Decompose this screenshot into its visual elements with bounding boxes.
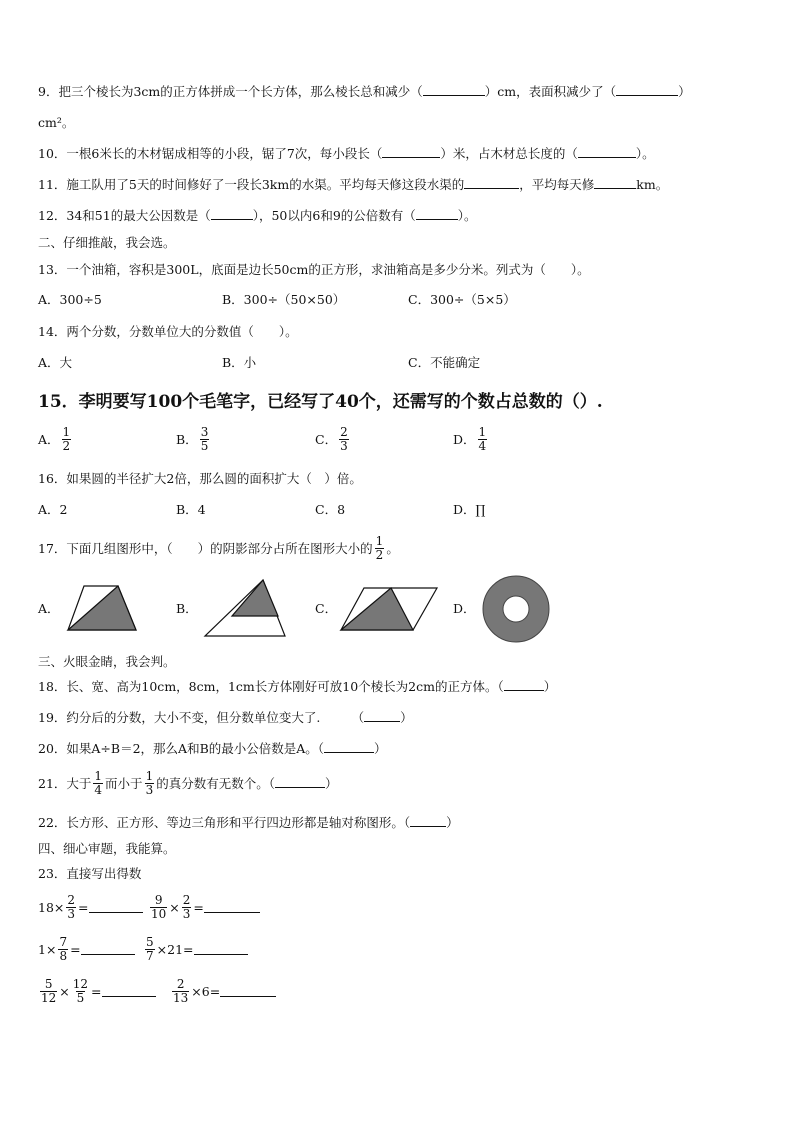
fraction: $\frac{1}{4}$ [478, 425, 487, 453]
question-9: 9．把三个棱长为3cm的正方体拼成一个长方体，那么棱长总和减少（ ）cm，表面积减少了（ ） [38, 84, 691, 99]
question-16: 16．如果圆的半径扩大2倍，那么圆的面积扩大（ ）倍。 [38, 471, 362, 486]
option-b[interactable]: B．4 [176, 502, 206, 517]
answer-blank[interactable] [416, 219, 458, 220]
question-14: 14．两个分数，分数单位大的分数值（ ）。 [38, 324, 298, 339]
option-a[interactable]: A．2 [38, 502, 68, 517]
answer-blank[interactable] [324, 752, 374, 753]
question-18: 18．长、宽、高为10cm，8cm，1cm长方体刚好可放10个棱长为2cm的正方体。（ ） [38, 679, 557, 694]
option-c[interactable]: C． [315, 601, 338, 616]
fraction: $\frac{3}{5}$ [200, 425, 209, 453]
question-17: 17．下面几组图形中，（ ）的阴影部分占所在图形大小的 $\frac{1}{2}$ 。 [38, 534, 399, 562]
option-a[interactable]: A． [38, 601, 60, 616]
answer-blank[interactable] [364, 721, 400, 722]
answer-blank[interactable] [504, 690, 544, 691]
question-22: 22．长方形、正方形、等边三角形和平行四边形都是轴对称图形。（ ） [38, 815, 459, 830]
answer-blank[interactable] [211, 219, 253, 220]
fraction: $\frac{5}{12}$ [41, 977, 57, 1005]
answer-blank[interactable] [616, 95, 678, 96]
question-15: 15．李明要写100个毛笔字，已经写了40个，还需写的个数占总数的（）. [38, 392, 603, 412]
question-11: 11．施工队用了5天的时间修好了一段长3km的水渠。平均每天修这段水渠的 ，平均每天修 km。 [38, 177, 669, 192]
answer-blank[interactable] [464, 188, 519, 189]
answer-blank[interactable] [410, 826, 446, 827]
answer-blank[interactable] [594, 188, 636, 189]
answer-blank[interactable] [204, 912, 260, 913]
fraction: $\frac{1}{4}$ [94, 769, 103, 797]
option-d[interactable]: D．∏ [453, 502, 486, 517]
option-c[interactable]: C． $\frac{2}{3}$ [315, 425, 348, 453]
option-a[interactable]: A．大 [38, 355, 73, 370]
option-d[interactable]: D． $\frac{1}{4}$ [453, 425, 487, 453]
question-9-cont: cm²。 [38, 115, 75, 130]
question-10: 10．一根6米长的木材锯成相等的小段，锯了7次，每小段长（ ）米，占木材总长度的（ ）。 [38, 146, 655, 161]
option-a[interactable]: A． $\frac{1}{2}$ [38, 425, 71, 453]
answer-blank[interactable] [423, 95, 485, 96]
calc-item: 1× $\frac{7}{8}$ = [38, 936, 135, 963]
fraction: $\frac{5}{7}$ [146, 935, 154, 963]
option-a[interactable]: A．300÷5 [38, 292, 102, 307]
section-4-heading: 四、细心审题，我能算。 [38, 841, 176, 856]
calc-item: $\frac{2}{13}$ ×6= [170, 978, 276, 1005]
answer-blank[interactable] [102, 996, 156, 997]
answer-blank[interactable] [194, 954, 248, 955]
ring-figure-d[interactable] [478, 574, 554, 644]
option-b[interactable]: B． $\frac{3}{5}$ [176, 425, 209, 453]
fraction: $\frac{2}{3}$ [67, 893, 76, 921]
fraction: $\frac{2}{13}$ [173, 977, 189, 1005]
fraction: $\frac{7}{8}$ [59, 935, 68, 963]
fraction: $\frac{12}{5}$ [72, 977, 89, 1005]
trapezoid-figure-a[interactable] [66, 583, 138, 633]
fraction: $\frac{1}{2}$ [375, 534, 384, 562]
answer-blank[interactable] [89, 912, 143, 913]
question-23: 23．直接写出得数 [38, 866, 142, 881]
question-20: 20．如果A÷B＝2，那么A和B的最小公倍数是A。（ ） [38, 741, 387, 756]
answer-blank[interactable] [220, 996, 276, 997]
option-d[interactable]: D． [453, 601, 476, 616]
fraction: $\frac{2}{3}$ [340, 425, 348, 453]
question-13: 13．一个油箱，容积是300L，底面是边长50cm的正方形，求油箱高是多少分米。列式为（ ）。 [38, 262, 590, 277]
calc-item: 18× $\frac{2}{3}$ = [38, 894, 143, 921]
triangle-figure-b[interactable] [203, 578, 287, 638]
answer-blank[interactable] [275, 787, 325, 788]
answer-blank[interactable] [382, 157, 440, 158]
calc-item: $\frac{5}{7}$ ×21= [143, 936, 248, 963]
fraction: $\frac{1}{2}$ [62, 425, 71, 453]
answer-blank[interactable] [81, 954, 135, 955]
section-2-heading: 二、仔细推敲，我会选。 [38, 235, 176, 250]
option-b[interactable]: B． [176, 601, 198, 616]
fraction: $\frac{1}{3}$ [145, 769, 154, 797]
option-b[interactable]: B．300÷（50×50） [222, 292, 346, 307]
parallelogram-figure-c[interactable] [339, 586, 439, 632]
option-c[interactable]: C．300÷（5×5） [408, 292, 516, 307]
fraction: $\frac{2}{3}$ [182, 893, 191, 921]
option-b[interactable]: B．小 [222, 355, 257, 370]
calc-item: $\frac{5}{12}$ × $\frac{12}{5}$ = [38, 978, 156, 1005]
question-19: 19．约分后的分数，大小不变，但分数单位变大了. （ ） [38, 710, 413, 725]
section-3-heading: 三、火眼金睛，我会判。 [38, 654, 176, 669]
option-c[interactable]: C．8 [315, 502, 346, 517]
calc-item: $\frac{9}{10}$ × $\frac{2}{3}$ = [148, 894, 260, 921]
answer-blank[interactable] [578, 157, 636, 158]
question-21: 21．大于 $\frac{1}{4}$ 而小于 $\frac{1}{3}$ 的真分数有无数个。（ ） [38, 769, 338, 797]
fraction: $\frac{9}{10}$ [151, 893, 167, 921]
question-12: 12．34和51的最大公因数是（ ），50以内6和9的公倍数有（ ）。 [38, 208, 477, 223]
option-c[interactable]: C．不能确定 [408, 355, 481, 370]
